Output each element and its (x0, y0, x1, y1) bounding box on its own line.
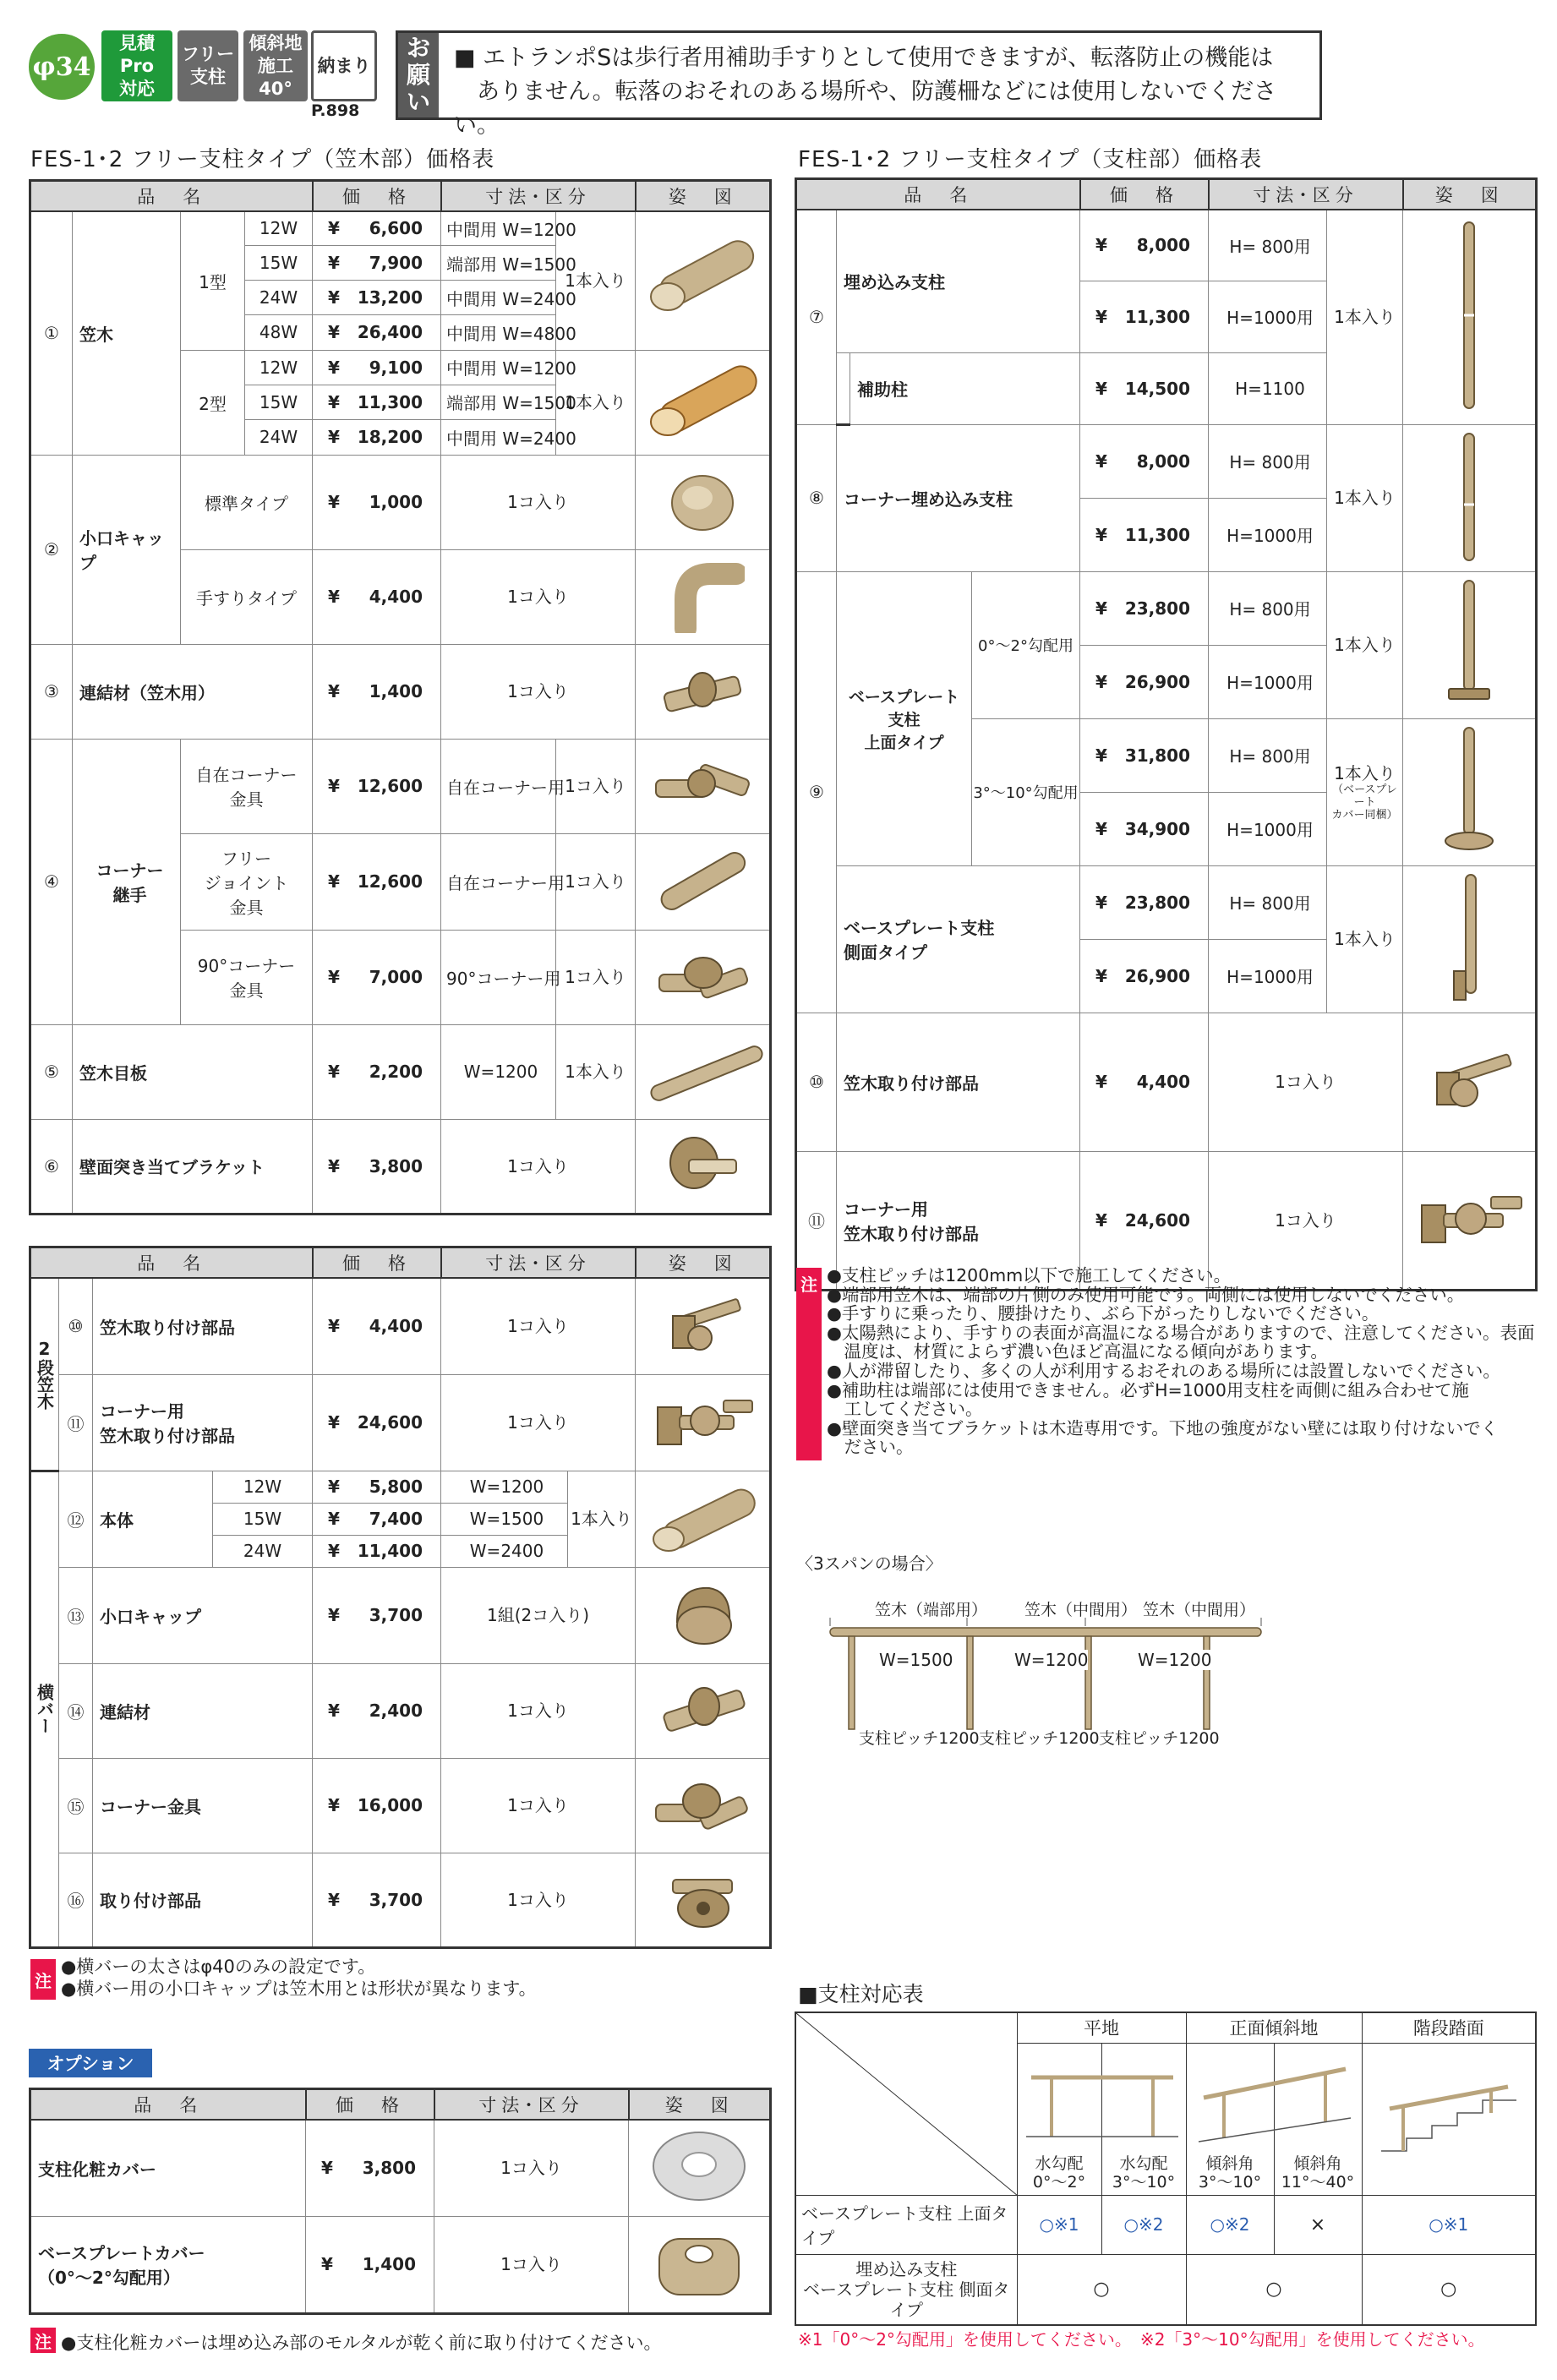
size-cell: 48W (245, 315, 313, 350)
tag-free-post: フリー 支柱 (178, 30, 238, 101)
price-cell: ¥ 1,400 (306, 2216, 434, 2313)
dim-cell: 中間用 W=4800 (441, 315, 556, 350)
compat-sub-slope-3: 傾斜角 3°～10° (1186, 2043, 1274, 2195)
price-cell: ¥ 3,700 (313, 1567, 441, 1663)
product-name: 連結材 (93, 1663, 313, 1758)
th-figure: 姿 図 (636, 1247, 771, 1278)
price-cell: ¥ 12,600 (313, 739, 441, 833)
connector-image (636, 644, 771, 739)
product-name: 支柱化粧カバー (30, 2120, 306, 2217)
row-num: ⑮ (59, 1758, 93, 1853)
corner-embedded-post-image (1403, 424, 1537, 571)
size-cell: 15W (213, 1503, 313, 1535)
price-cell: ¥ 7,000 (313, 930, 441, 1024)
qty-cell: 1コ入り (556, 833, 636, 930)
compat-sub-slope-11: 傾斜角 11°～40° (1274, 2043, 1362, 2195)
span-label-3: 笠木（中間用） (1143, 1601, 1256, 1619)
price-cell: ¥ 26,900 (1080, 939, 1209, 1013)
dim-cell: H=1000用 (1209, 498, 1327, 571)
dim-cell: H= 800用 (1209, 865, 1327, 939)
kasagi-cover-plate-image (636, 1024, 771, 1119)
product-name: 笠木目板 (73, 1024, 313, 1119)
product-name: 笠木取り付け部品 (93, 1278, 313, 1375)
qty-cell: 1コ入り (441, 1119, 636, 1214)
post-cover-image (629, 2120, 771, 2217)
span-label-1: 笠木（端部用） (875, 1601, 988, 1619)
option-note: ●支柱化粧カバーは埋め込み部のモルタルが乾く前に取り付けてください。 (61, 2333, 662, 2353)
product-name: コーナー埋め込み支柱 (837, 424, 1080, 571)
notes-left: ●横バーの太さはφ40のみの設定です。 ●横バー用の小口キャップは笠木用とは形状が異なります。 (61, 1957, 537, 1999)
compat-row1-label: ベースプレート支柱 上面タイプ (795, 2195, 1017, 2254)
row-num: ② (30, 455, 73, 644)
table2 (795, 177, 1538, 1291)
option-label: オプション (29, 2049, 152, 2077)
qty-cell: 1コ入り (441, 644, 636, 739)
type-label: 2型 (181, 350, 245, 455)
compat-cell: ○※1 (1362, 2195, 1536, 2254)
row-num: ⑩ (59, 1278, 93, 1375)
span-pitch-2: 支柱ピッチ1200 (979, 1729, 1100, 1748)
qty-cell: 1本入り (556, 211, 636, 351)
price-cell: ¥ 1,400 (313, 644, 441, 739)
size-cell: 12W (245, 350, 313, 385)
dim-cell: H=1100 (1209, 352, 1327, 424)
notice-box (396, 30, 1322, 139)
price-cell: ¥ 9,100 (313, 350, 441, 385)
dim-cell: W=1200 (441, 1471, 568, 1503)
size-cell: 15W (245, 385, 313, 419)
free-joint-image (636, 833, 771, 930)
price-cell: ¥ 34,900 (1080, 792, 1209, 865)
row-num: ③ (30, 644, 73, 739)
compat-cell: ○※2 (1101, 2195, 1186, 2254)
price-cell: ¥ 6,600 (313, 211, 441, 246)
price-cell: ¥ 31,800 (1080, 718, 1209, 792)
price-cell: ¥ 4,400 (313, 1278, 441, 1375)
row-num: ① (30, 211, 73, 456)
size-cell: 12W (245, 211, 313, 246)
compat-cell: ○※1 (1017, 2195, 1101, 2254)
dim-cell: 自在コーナー用 (441, 833, 556, 930)
dim-cell: H=1000用 (1209, 281, 1327, 352)
yokobar-end-cap-image (636, 1567, 771, 1663)
sub-name: 自在コーナー 金具 (181, 739, 313, 833)
price-cell: ¥ 11,300 (1080, 498, 1209, 571)
yokobar-connector-image (636, 1663, 771, 1758)
compat-footnote: ※1「0°～2°勾配用」を使用してください。 ※2「3°～10°勾配用」を使用してください。 (798, 2329, 1485, 2350)
base-plate-post-side-image (1403, 865, 1537, 1013)
product-name: 小口キャップ (73, 455, 181, 644)
price-cell: ¥ 11,400 (313, 1535, 441, 1567)
notice-text: ■ エトランポSは歩行者用補助手すりとして使用できますが、転落防止の機能は ありません。転落のおそれのある場所や、防護柵などには使用しないでください。 (454, 45, 1277, 139)
th-price: 価 格 (313, 1247, 441, 1278)
qty-cell: 1コ入り (441, 455, 636, 549)
product-name: ベースプレート 支柱 上面タイプ (837, 571, 972, 865)
qty-cell: 1コ入り (1209, 1013, 1403, 1151)
row-num: ⑭ (59, 1663, 93, 1758)
end-cap-image (636, 455, 771, 549)
type-label: 1型 (181, 211, 245, 351)
product-name: ベースプレート支柱 側面タイプ (837, 865, 1080, 1013)
price-cell: ¥ 3,700 (313, 1853, 441, 1947)
sub-name: 90°コーナー 金具 (181, 930, 313, 1024)
price-cell: ¥ 8,000 (1080, 424, 1209, 498)
note-badge-left: 注 (30, 1959, 56, 2000)
dim-cell: 中間用 W=1200 (441, 350, 556, 385)
size-cell: 12W (213, 1471, 313, 1503)
product-name: 本体 (93, 1471, 213, 1567)
compat-corner (795, 2012, 1017, 2195)
corner-90-image (636, 930, 771, 1024)
span-width-1: W=1500 (879, 1650, 953, 1670)
yokobar-body-image (636, 1471, 771, 1567)
dim-cell: W=1500 (441, 1503, 568, 1535)
compat-sub-flat-3: 水勾配 3°～10° (1101, 2043, 1186, 2195)
row-num: ⑩ (796, 1013, 837, 1151)
price-cell: ¥ 1,000 (313, 455, 441, 549)
dim-cell: 中間用 W=2400 (441, 281, 556, 315)
compat-sub-flat-0: 水勾配 0°～2° (1017, 2043, 1101, 2195)
compat-cell: ○ (1186, 2254, 1362, 2325)
price-cell: ¥ 14,500 (1080, 352, 1209, 424)
qty-cell: 1コ入り (434, 2120, 629, 2217)
span-width-2: W=1200 (1014, 1650, 1089, 1670)
span-label-2: 笠木（中間用） (1024, 1601, 1138, 1619)
compat-cell: ○ (1017, 2254, 1186, 2325)
compat-title: ■支柱対応表 (798, 1982, 924, 2006)
product-name: コーナー用 笠木取り付け部品 (837, 1151, 1080, 1290)
product-name: 埋め込み支柱 (837, 210, 1080, 353)
qty-cell: 1組(2コ入り) (441, 1567, 636, 1663)
price-cell: ¥ 4,400 (1080, 1013, 1209, 1151)
qty-cell: 1本入り (556, 350, 636, 455)
qty-cell: 1コ入り (441, 1758, 636, 1853)
price-cell: ¥ 26,900 (1080, 645, 1209, 718)
page-reference[interactable]: P.898 (311, 101, 360, 120)
dim-cell: H=1000用 (1209, 792, 1327, 865)
dim-cell: H=1000用 (1209, 939, 1327, 1013)
row-num: ⑯ (59, 1853, 93, 1947)
table3 (29, 1246, 772, 1949)
price-cell: ¥ 5,800 (313, 1471, 441, 1503)
product-name: 笠木 (73, 211, 181, 456)
product-name: 壁面突き当てブラケット (73, 1119, 313, 1214)
size-cell: 15W (245, 246, 313, 281)
price-cell: ¥ 2,400 (313, 1663, 441, 1758)
dim-cell: 中間用 W=2400 (441, 420, 556, 455)
row-num: ⑨ (796, 571, 837, 1013)
group-yokobar: 横バー (30, 1471, 59, 1947)
qty-cell: 1本入り （ベースプレート カバー同梱） (1327, 718, 1403, 865)
qty-cell: 1本入り (1327, 210, 1403, 425)
product-name: コーナー金具 (93, 1758, 313, 1853)
qty-cell: 1本入り (1327, 865, 1403, 1013)
qty-cell: 1コ入り (441, 1374, 636, 1471)
price-cell: ¥ 23,800 (1080, 865, 1209, 939)
embedded-post-image (1403, 210, 1537, 425)
compat-col-slope: 正面傾斜地 (1186, 2012, 1362, 2043)
row-num: ⑤ (30, 1024, 73, 1119)
th-name: 品 名 (30, 181, 313, 211)
compat-cell: ○※2 (1186, 2195, 1274, 2254)
tag-osamari: 納まり (311, 30, 377, 101)
price-cell: ¥ 26,400 (313, 315, 441, 350)
base-plate-post-slope-image (1403, 718, 1537, 865)
span-pitch-1: 支柱ピッチ1200 (859, 1729, 980, 1748)
th-price: 価 格 (313, 181, 441, 211)
row-num: ⑥ (30, 1119, 73, 1214)
slope-illustration (1190, 2052, 1359, 2145)
span-width-3: W=1200 (1138, 1650, 1212, 1670)
option-table (29, 2088, 772, 2315)
row-num: ⑬ (59, 1567, 93, 1663)
kasagi-mount-part-image (636, 1278, 771, 1375)
qty-cell: 1本入り (568, 1471, 636, 1567)
dim-cell: 端部用 W=1500 (441, 385, 556, 419)
th-name: 品 名 (796, 179, 1080, 210)
tag-mitsumori-pro: 見積Pro 対応 (101, 30, 172, 101)
price-cell: ¥ 2,200 (313, 1024, 441, 1119)
dim-cell: 自在コーナー用 (441, 739, 556, 833)
kasagi-type1-image (636, 211, 771, 351)
dim-cell: 端部用 W=1500 (441, 246, 556, 281)
group-2dan-kasagi: 2段笠木 (30, 1278, 59, 1471)
diameter-badge: φ34 (29, 34, 95, 100)
product-name: ベースプレートカバー （0°～2°勾配用） (30, 2216, 306, 2313)
corner-kasagi-mount-part-image (636, 1374, 771, 1471)
free-corner-joint-image (636, 739, 771, 833)
dim-cell: 中間用 W=1200 (441, 211, 556, 246)
compat-col-stairs: 階段踏面 (1362, 2012, 1536, 2043)
sub-name: 手すりタイプ (181, 549, 313, 644)
dim-cell: W=1200 (441, 1024, 556, 1119)
th-figure: 姿 図 (636, 181, 771, 211)
row-num: ⑦ (796, 210, 837, 425)
yokobar-mount-part-image (636, 1853, 771, 1947)
dim-cell: H= 800用 (1209, 210, 1327, 281)
qty-cell: 1コ入り (441, 1853, 636, 1947)
price-cell: ¥ 7,900 (313, 246, 441, 281)
kasagi-type2-image (636, 350, 771, 455)
qty-cell: 1本入り (1327, 424, 1403, 571)
product-name: 取り付け部品 (93, 1853, 313, 1947)
price-cell: ¥ 3,800 (306, 2120, 434, 2217)
yokobar-corner-image (636, 1758, 771, 1853)
price-cell: ¥ 12,600 (313, 833, 441, 930)
span-diagram-title: 〈3スパンの場合〉 (796, 1553, 942, 1574)
qty-cell: 1コ入り (556, 930, 636, 1024)
th-dim: 寸法･区分 (1209, 179, 1403, 210)
sub-name: 0°～2°勾配用 (972, 571, 1080, 718)
compat-cell: ○ (1362, 2254, 1536, 2325)
option-note-badge: 注 (30, 2328, 56, 2353)
span-pitch-3: 支柱ピッチ1200 (1099, 1729, 1220, 1748)
notes-right: ●支柱ピッチは1200mm以下で施工してください。 ●端部用笠木は、端部の片側のみ使用可能です。両側には使用しないでください。 ●手すりに乗ったり、腰掛けたり、ぶら下がったりしないでください。 ●太陽熱により、手すりの表面が高温になる場合がありますので、注意してください。表面 温度は、材質によらず濃い色ほど高温になる傾向があります。 ●人が滞留したり、多くの人が利用するおそれのある場所には設置しないでください。 ●補助柱は端部には使用できません。必ずH=1000用支柱を両側に組み合わせて施 工してください。 ●壁面突き当てブラケットは木造専用です。下地の強度がない壁には取り付けないでく ださい。 (827, 1265, 1535, 1458)
product-name: コーナー 継手 (73, 739, 181, 1024)
price-cell: ¥ 24,600 (313, 1374, 441, 1471)
notice-label: お 願 い (398, 33, 439, 117)
th-dim: 寸法･区分 (434, 2089, 629, 2120)
price-cell: ¥ 24,600 (1080, 1151, 1209, 1290)
dim-cell: H=1000用 (1209, 645, 1327, 718)
qty-cell: 1コ入り (441, 549, 636, 644)
size-cell: 24W (245, 281, 313, 315)
base-plate-cover-image (629, 2216, 771, 2313)
row-num: ④ (30, 739, 73, 1024)
th-dim: 寸法･区分 (441, 1247, 636, 1278)
qty-cell: 1コ入り (1209, 1151, 1403, 1290)
row-num: ⑫ (59, 1471, 93, 1567)
row-num: ⑪ (796, 1151, 837, 1290)
dim-cell: H= 800用 (1209, 571, 1327, 645)
compat-row2-label: 埋め込み支柱 ベースプレート支柱 側面タイプ (795, 2254, 1017, 2325)
th-dim: 寸法･区分 (441, 181, 636, 211)
table2-title: FES-1･2 フリー支柱タイプ（支柱部）価格表 (798, 147, 1263, 172)
product-name: 小口キャップ (93, 1567, 313, 1663)
price-cell: ¥ 8,000 (1080, 210, 1209, 281)
kasagi-mount-part-image (1403, 1013, 1537, 1151)
product-name: 笠木取り付け部品 (837, 1013, 1080, 1151)
qty-cell: 1コ入り (556, 739, 636, 833)
price-cell: ¥ 3,800 (313, 1119, 441, 1214)
dim-cell: W=2400 (441, 1535, 568, 1567)
note-badge-right: 注 (796, 1268, 822, 1460)
product-name: 補助柱 (850, 352, 1080, 424)
handrail-cap-image (636, 549, 771, 644)
dim-cell: 90°コーナー用 (441, 930, 556, 1024)
th-price: 価 格 (1080, 179, 1209, 210)
th-figure: 姿 図 (629, 2089, 771, 2120)
qty-cell: 1コ入り (441, 1278, 636, 1375)
dim-cell: H= 800用 (1209, 718, 1327, 792)
price-cell: ¥ 4,400 (313, 549, 441, 644)
base-plate-post-top-image (1403, 571, 1537, 718)
table1-title: FES-1･2 フリー支柱タイプ（笠木部）価格表 (30, 147, 495, 172)
compat-cell: × (1274, 2195, 1362, 2254)
price-cell: ¥ 7,400 (313, 1503, 441, 1535)
size-cell: 24W (213, 1535, 313, 1567)
price-cell: ¥ 11,300 (313, 385, 441, 419)
qty-cell: 1本入り (1327, 571, 1403, 718)
sub-name: フリー ジョイント 金具 (181, 833, 313, 930)
compat-col-flat: 平地 (1017, 2012, 1186, 2043)
size-cell: 24W (245, 420, 313, 455)
th-name: 品 名 (30, 2089, 306, 2120)
price-cell: ¥ 13,200 (313, 281, 441, 315)
price-cell: ¥ 16,000 (313, 1758, 441, 1853)
qty-cell: 1本入り (556, 1024, 636, 1119)
product-name: コーナー用 笠木取り付け部品 (93, 1374, 313, 1471)
wall-bracket-image (636, 1119, 771, 1214)
sub-name: 標準タイプ (181, 455, 313, 549)
table1 (29, 179, 772, 1215)
price-cell: ¥ 11,300 (1080, 281, 1209, 352)
th-name: 品 名 (30, 1247, 313, 1278)
qty-cell: 1コ入り (441, 1663, 636, 1758)
tag-slope: 傾斜地 施工40° (243, 30, 308, 101)
stairs-illustration (1362, 2043, 1536, 2195)
qty-cell: 1コ入り (434, 2216, 629, 2313)
row-num: ⑧ (796, 424, 837, 571)
price-cell: ¥ 18,200 (313, 420, 441, 455)
price-cell: ¥ 23,800 (1080, 571, 1209, 645)
th-price: 価 格 (306, 2089, 434, 2120)
flat-illustration (1018, 2052, 1187, 2145)
product-name: 連結材（笠木用） (73, 644, 313, 739)
row-num: ⑪ (59, 1374, 93, 1471)
th-figure: 姿 図 (1403, 179, 1537, 210)
sub-name: 3°～10°勾配用 (972, 718, 1080, 865)
dim-cell: H= 800用 (1209, 424, 1327, 498)
